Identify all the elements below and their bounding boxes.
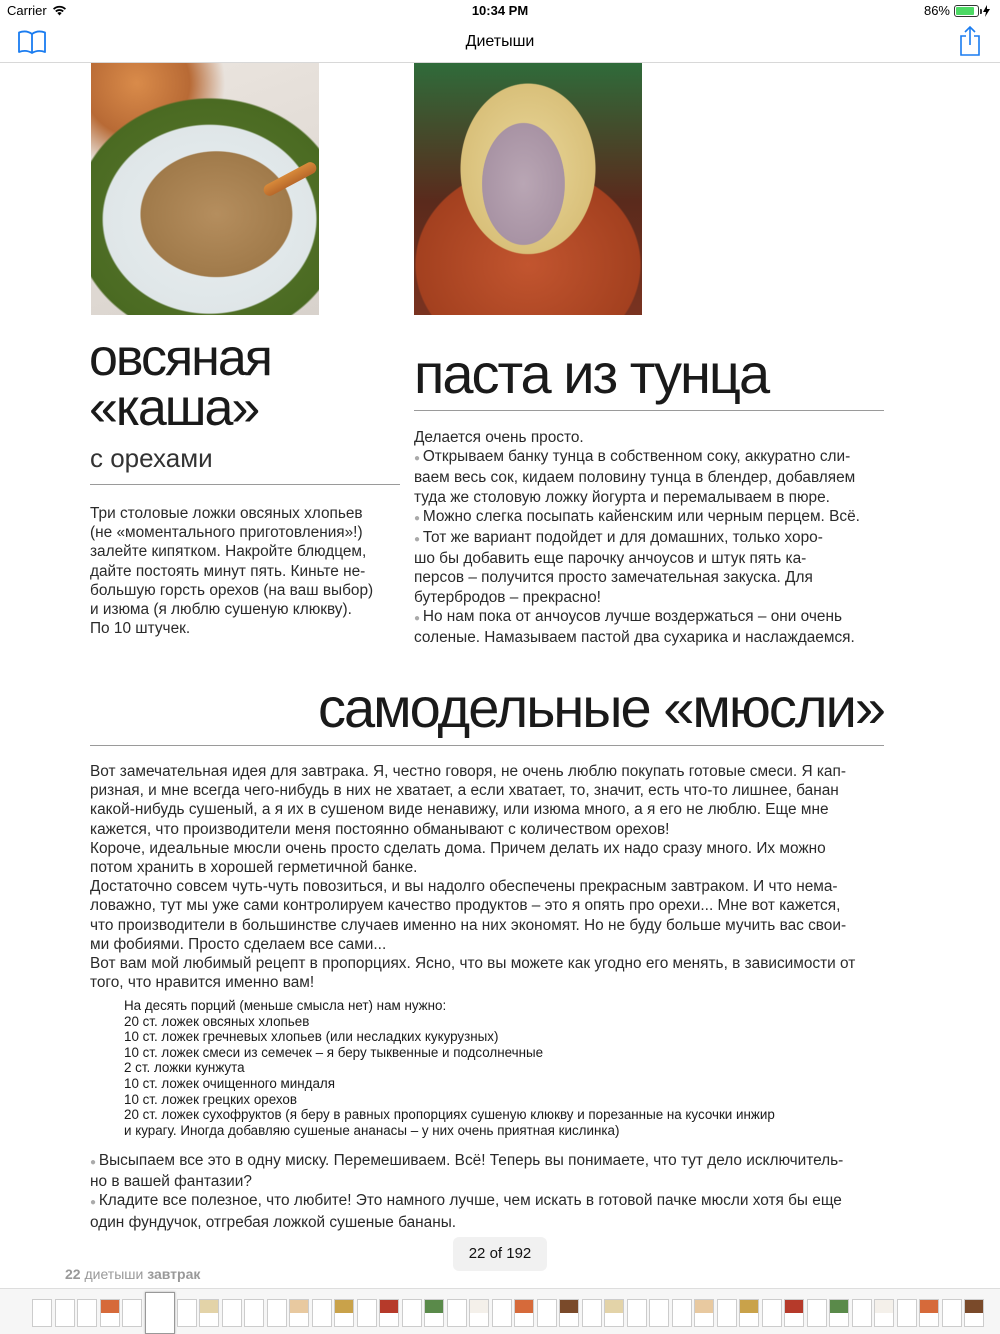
tuna-text-line: соленые. Намазываем пастой два сухарика и наслаждаемся. <box>414 629 855 647</box>
page-indicator: 22 of 192 <box>453 1237 547 1271</box>
muesli-instructions <box>90 1151 843 1232</box>
muesli-text-line: ловажно, тут мы уже сами контролируем качество продуктов – это я опять про орехи... Мне вот кажется, <box>90 897 841 915</box>
page-thumbnail[interactable] <box>627 1299 647 1327</box>
muesli-text-line: кажется, что производители меня постоянно обманывают с количеством орехов! <box>90 820 670 838</box>
page-thumbnail[interactable] <box>289 1299 309 1327</box>
tuna-text-line: персов – получится просто замечательная закуска. Для <box>414 569 813 587</box>
ingredient-line: На десять порций (меньше смысла нет) нам нужно: <box>124 998 447 1013</box>
page-thumbnail[interactable] <box>469 1299 489 1327</box>
battery-info <box>924 3 990 18</box>
tuna-text-line: шо бы добавить еще парочку анчоусов и штук пять ка- <box>414 550 807 568</box>
muesli-text-line: Вот замечательная идея для завтрака. Я, честно говоря, не очень люблю покупать готовые смеси. Я кап- <box>90 763 846 780</box>
oatmeal-body <box>90 504 373 638</box>
instruction-line: но в вашей фантазии? <box>90 1173 252 1191</box>
page-thumbnail[interactable] <box>55 1299 75 1327</box>
page-thumbnail[interactable] <box>897 1299 917 1327</box>
page-thumbnail[interactable] <box>267 1299 287 1327</box>
page-thumbnail[interactable] <box>604 1299 624 1327</box>
page-thumbnail[interactable] <box>312 1299 332 1327</box>
page-thumbnail[interactable] <box>964 1299 984 1327</box>
muesli-divider <box>90 745 884 746</box>
page-footer <box>65 1266 200 1282</box>
oatmeal-text-line: дайте постоять минут пять. Киньте не- <box>90 562 366 580</box>
page-thumbnail[interactable] <box>122 1299 142 1327</box>
tuna-paste-photo <box>414 63 642 315</box>
muesli-text-line: того, что нравится именно вам! <box>90 974 315 992</box>
battery-percent: 86% <box>923 3 950 18</box>
ingredient-line: 10 ст. ложек смеси из семечек – я беру тыквенные и подсолнечные <box>124 1044 544 1060</box>
bullet-icon: ● <box>414 512 423 524</box>
battery-icon <box>954 5 979 17</box>
bullet-icon: ● <box>414 612 423 624</box>
tuna-intro: Делается очень просто. <box>414 429 584 446</box>
page-thumbnail[interactable] <box>874 1299 894 1327</box>
carrier-label: Carrier <box>7 3 47 18</box>
oatmeal-text-line: большую горсть орехов (на ваш выбор) <box>90 581 374 599</box>
page-thumbnail[interactable] <box>447 1299 467 1327</box>
page-thumbnail[interactable] <box>357 1299 377 1327</box>
muesli-text-line: Достаточно совсем чуть-чуть повозиться, и вы надолго обеспечены прекрасным завтраком. И что нема- <box>90 878 838 896</box>
charging-icon <box>983 5 990 17</box>
page-thumbnail[interactable] <box>717 1299 737 1327</box>
tuna-body <box>414 428 860 647</box>
share-icon[interactable] <box>958 25 982 57</box>
oatmeal-text-line: По 10 штучек. <box>90 620 191 638</box>
tuna-text-line: ● Открываем банку тунца в собственном соку, аккуратно сли- <box>414 448 851 466</box>
book-page[interactable] <box>0 63 1000 1288</box>
muesli-text-line: ми фобиями. Просто сделаем все сами... <box>90 935 387 953</box>
tuna-text-line: ● Но нам пока от анчоусов лучше воздержаться – они очень <box>414 607 842 625</box>
oatmeal-photo <box>91 63 319 315</box>
page-thumbnail[interactable] <box>334 1299 354 1327</box>
page-thumbnail[interactable] <box>582 1299 602 1327</box>
ingredient-line: 2 ст. ложки кунжута <box>124 1060 245 1076</box>
ingredients-list <box>124 998 775 1138</box>
muesli-text-line: что производители в большинстве случаев именно на них экономят. Но не буду больше мучить вас свои- <box>90 916 847 934</box>
page-thumbnail[interactable] <box>739 1299 759 1327</box>
ingredient-line: 10 ст. ложек очищенного миндаля <box>124 1075 335 1091</box>
muesli-text-line: какой-нибудь сушеный, а я их в сушеном виде ненавижу, или изюма много, а я его не люблю. Еще мне <box>90 801 829 819</box>
page-thumbnail[interactable] <box>694 1299 714 1327</box>
page-thumbnail[interactable] <box>199 1299 219 1327</box>
page-thumbnail[interactable] <box>672 1299 692 1327</box>
page-thumbnail[interactable] <box>100 1299 120 1327</box>
bullet-icon: ● <box>90 1197 99 1209</box>
page-thumbnail[interactable] <box>402 1299 422 1327</box>
page-thumbnail[interactable] <box>32 1299 52 1327</box>
nav-title: Диетыши <box>465 33 535 50</box>
muesli-text-line: Вот вам мой любимый рецепт в пропорциях. Ясно, что вы можете как угодно его менять, в зависимости от <box>90 955 856 973</box>
bullet-icon: ● <box>414 453 423 465</box>
status-bar <box>0 0 1000 22</box>
oatmeal-title: овсяная «каша» <box>89 329 271 437</box>
oatmeal-text-line: и изюма (я люблю сушеную клюкву). <box>90 601 352 619</box>
page-thumbnail[interactable] <box>177 1299 197 1327</box>
footer-section: завтрак <box>147 1266 201 1282</box>
page-thumbnail[interactable] <box>649 1299 669 1327</box>
oatmeal-text-line: Три столовые ложки овсяных хлопьев <box>90 505 363 522</box>
page-thumbnail[interactable] <box>852 1299 872 1327</box>
page-thumbnail[interactable] <box>829 1299 849 1327</box>
muesli-text-line: потом хранить в хорошей герметичной банке. <box>90 859 418 877</box>
instruction-line: ● Кладите все полезное, что любите! Это намного лучше, чем искать в готовой пачке мюсли хотя бы еще <box>90 1192 842 1210</box>
tuna-text-line: ваем весь сок, кидаем половину тунца в блендер, добавляем <box>414 469 856 487</box>
muesli-text-line: ризная, и мне всегда чего-нибудь в них не хватает, а если хватает, то, значит, есть что-то лишнее, банан <box>90 782 839 800</box>
page-thumbnail-current[interactable] <box>145 1292 175 1334</box>
page-thumbnail[interactable] <box>244 1299 264 1327</box>
page-thumbnail-strip[interactable] <box>0 1288 1000 1334</box>
footer-page-number: 22 <box>65 1266 81 1282</box>
tuna-text-line: ● Тот же вариант подойдет и для домашних, только хоро- <box>414 529 823 547</box>
clock: 10:34 PM <box>471 3 529 18</box>
oatmeal-subtitle: с орехами <box>90 443 213 473</box>
instruction-line: ● Высыпаем все это в одну миску. Перемешиваем. Всё! Теперь вы понимаете, что тут дело исключитель- <box>90 1152 844 1169</box>
bullet-icon: ● <box>90 1157 99 1168</box>
bullet-icon: ● <box>414 534 423 546</box>
ingredient-line: 10 ст. ложек грецких орехов <box>124 1091 297 1107</box>
nav-bar <box>0 22 1000 63</box>
page-thumbnail[interactable] <box>919 1299 939 1327</box>
muesli-body <box>90 762 855 992</box>
muesli-text-line: Короче, идеальные мюсли очень просто сделать дома. Причем делать их надо сразу много. Их можно <box>90 839 826 857</box>
oatmeal-text-line: (не «моментального приготовления»!) <box>90 524 363 542</box>
oatmeal-divider <box>90 484 400 485</box>
tuna-text-line: туда же столовую ложку йогурта и перемалываем в пюре. <box>414 488 830 506</box>
ingredient-line: 10 ст. ложек гречневых хлопьев (или несладких кукурузных) <box>124 1029 499 1045</box>
page-thumbnail[interactable] <box>514 1299 534 1327</box>
tuna-text-line: бутербродов – прекрасно! <box>414 588 601 606</box>
page-thumbnail[interactable] <box>942 1299 962 1327</box>
instruction-line: один фундучок, отгребая ложкой сушеные бананы. <box>90 1213 457 1231</box>
footer-book-name: диетыши <box>84 1266 144 1282</box>
page-thumbnail[interactable] <box>379 1299 399 1327</box>
page-thumbnail[interactable] <box>784 1299 804 1327</box>
page-thumbnail[interactable] <box>762 1299 782 1327</box>
page-thumbnail[interactable] <box>807 1299 827 1327</box>
tuna-divider <box>414 410 884 411</box>
muesli-title: самодельные «мюсли» <box>318 676 884 739</box>
tuna-title: паста из тунца <box>414 342 769 405</box>
page-thumbnail[interactable] <box>77 1299 97 1327</box>
ingredient-line: 20 ст. ложек овсяных хлопьев <box>124 1013 310 1029</box>
page-thumbnail[interactable] <box>537 1299 557 1327</box>
page-thumbnail[interactable] <box>559 1299 579 1327</box>
oatmeal-text-line: залейте кипятком. Накройте блюдцем, <box>90 543 367 561</box>
tuna-text-line: ● Можно слегка посыпать кайенским или черным перцем. Всё. <box>414 507 860 525</box>
page-thumbnail[interactable] <box>492 1299 512 1327</box>
page-thumbnail[interactable] <box>424 1299 444 1327</box>
ingredient-line: 20 ст. ложек сухофруктов (я беру в равных пропорциях сушеную клюкву и порезанные на кусочки инжир <box>124 1107 775 1123</box>
page-thumbnail[interactable] <box>222 1299 242 1327</box>
ingredient-line: и курагу. Иногда добавляю сушеные ананасы – у них очень приятная кислинка) <box>124 1122 620 1138</box>
